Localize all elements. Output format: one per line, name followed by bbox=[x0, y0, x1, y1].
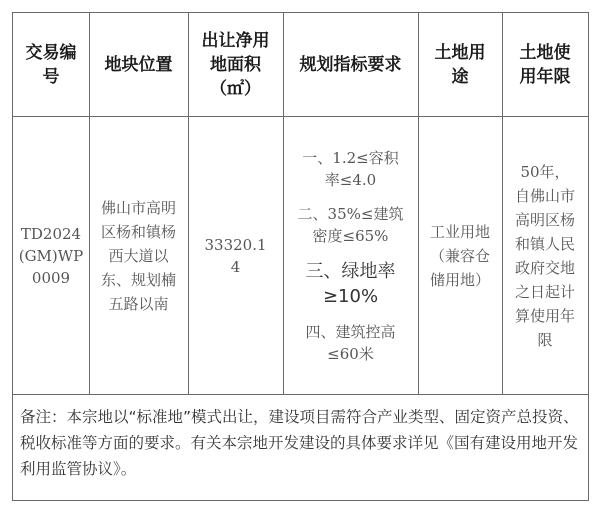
cell-code: TD2024(GM)WP0009 bbox=[18, 224, 84, 287]
header-planning: 规划指标要求 bbox=[299, 54, 402, 75]
remarks-note: 备注：本宗地以“标准地”模式出让，建设项目需符合产业类型、固定资产总投资、税收标准等方面的要求。有关本宗地开发建设的具体要求详见《国有建设用地开发利用监管协议》。 bbox=[20, 408, 579, 478]
cell-term: 50年，自佛山市高明区杨和镇人民政府交地之日起计算使用年限 bbox=[514, 162, 575, 349]
cell-location: 佛山市高明区杨和镇杨西大道以东、规划楠五路以南 bbox=[101, 198, 177, 313]
planning-rule: 四、建筑控高≤60米 bbox=[305, 322, 396, 363]
header-area: 出让净用地面积（㎡） bbox=[201, 30, 270, 99]
planning-rule: 一、1.2≤容积率≤4.0 bbox=[302, 148, 399, 189]
header-code: 交易编号 bbox=[25, 42, 77, 87]
planning-rule: 三、绿地率≥10% bbox=[305, 260, 396, 307]
header-location: 地块位置 bbox=[104, 54, 173, 75]
header-use: 土地用途 bbox=[434, 42, 486, 87]
header-term: 土地使用年限 bbox=[519, 42, 571, 87]
planning-rule: 二、35%≤建筑密度≤65% bbox=[297, 204, 404, 245]
cell-area: 33320.14 bbox=[204, 235, 267, 276]
land-transfer-table bbox=[12, 12, 589, 501]
planning-rules-list bbox=[297, 147, 404, 365]
cell-use: 工业用地（兼容仓储用地） bbox=[430, 222, 491, 289]
cell-planning bbox=[283, 117, 418, 394]
